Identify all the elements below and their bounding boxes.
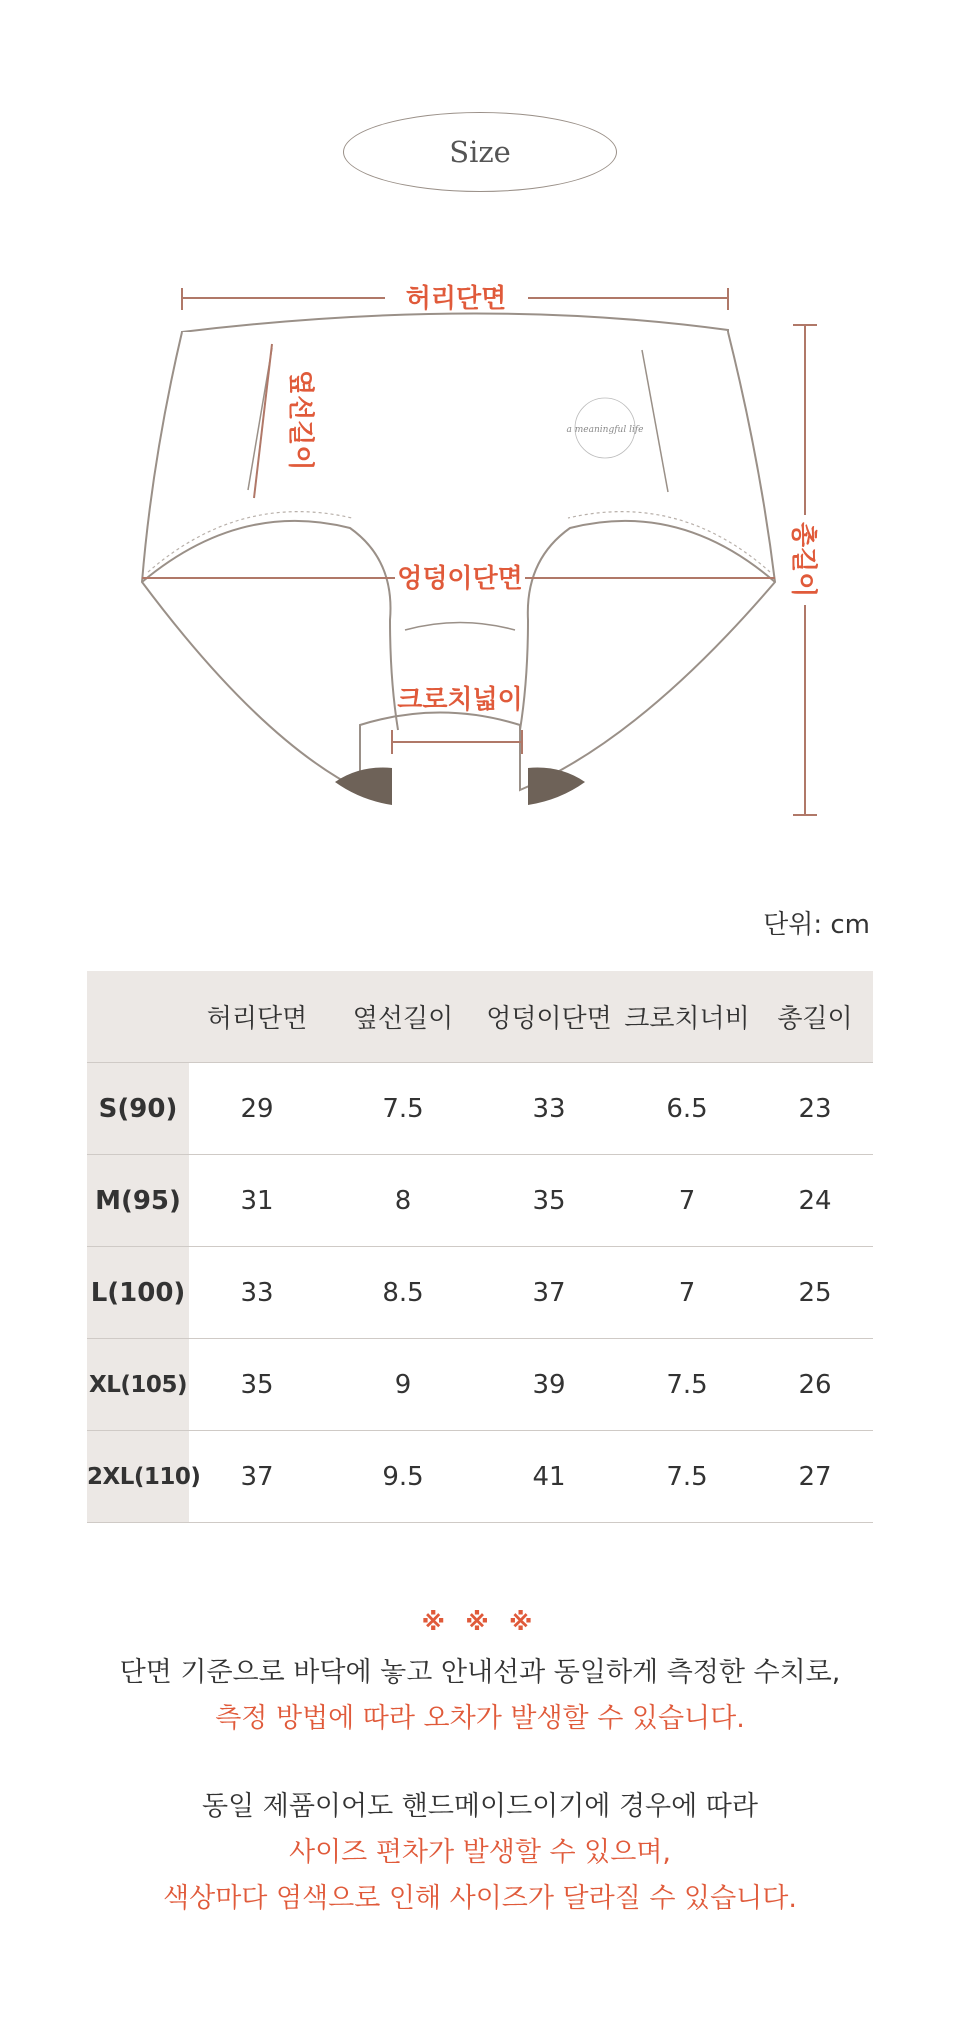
- header-total: 총길이: [757, 971, 873, 1063]
- size-diagram: [0, 260, 960, 830]
- brand-logo-text: a meaningful life: [566, 425, 644, 435]
- size-label: L(100): [87, 1247, 189, 1339]
- table-header-row: [87, 971, 873, 1063]
- size-title-oval: [343, 112, 617, 192]
- label-hip: 엉덩이단면: [397, 564, 523, 594]
- size-label: 2XL(110): [87, 1431, 189, 1523]
- table-cell: 33: [481, 1063, 617, 1155]
- table-cell: 8: [325, 1155, 481, 1247]
- table-cell: 37: [189, 1431, 325, 1523]
- size-label: S(90): [87, 1063, 189, 1155]
- label-side: 옆선길이: [285, 370, 315, 471]
- table-cell: 7.5: [617, 1431, 757, 1523]
- table-cell: 9: [325, 1339, 481, 1431]
- size-label: XL(105): [87, 1339, 189, 1431]
- right-dark-panel: [528, 768, 585, 805]
- table-cell: 25: [757, 1247, 873, 1339]
- label-waist: 허리단면: [405, 284, 507, 314]
- table-cell: 8.5: [325, 1247, 481, 1339]
- table-cell: 37: [481, 1247, 617, 1339]
- table-cell: 33: [189, 1247, 325, 1339]
- care-notes: [0, 1608, 960, 1922]
- table-row: [87, 1155, 873, 1247]
- table-cell: 27: [757, 1431, 873, 1523]
- size-label: M(95): [87, 1155, 189, 1247]
- header-hip: 엉덩이단면: [481, 971, 617, 1063]
- table-cell: 31: [189, 1155, 325, 1247]
- table-row: [87, 1247, 873, 1339]
- table-row: [87, 1431, 873, 1523]
- table-row: [87, 1063, 873, 1155]
- label-crotch: 크로치넓이: [397, 685, 523, 715]
- underwear-diagram: [0, 260, 960, 830]
- table-cell: 7.5: [325, 1063, 481, 1155]
- note-line: 단면 기준으로 바닥에 놓고 안내선과 동일하게 측정한 수치로,: [119, 1657, 841, 1688]
- table-cell: 7: [617, 1155, 757, 1247]
- unit-label: 단위: cm: [763, 910, 870, 940]
- header-crotch: 크로치너비: [617, 971, 757, 1063]
- table-cell: 26: [757, 1339, 873, 1431]
- header-side: 옆선길이: [325, 971, 481, 1063]
- note-line-highlight: 측정 방법에 따라 오차가 발생할 수 있습니다.: [215, 1703, 745, 1734]
- header-waist: 허리단면: [189, 971, 325, 1063]
- table-cell: 35: [481, 1155, 617, 1247]
- garment-outline: [142, 332, 775, 790]
- notes-stars: ※ ※ ※: [421, 1608, 539, 1636]
- table-cell: 6.5: [617, 1063, 757, 1155]
- table-cell: 39: [481, 1339, 617, 1431]
- table-cell: 9.5: [325, 1431, 481, 1523]
- size-title: Size: [449, 135, 511, 169]
- table-row: [87, 1339, 873, 1431]
- note-line: 동일 제품이어도 핸드메이드이기에 경우에 따라: [202, 1791, 758, 1822]
- table-cell: 29: [189, 1063, 325, 1155]
- size-table: [87, 971, 873, 1523]
- table-cell: 24: [757, 1155, 873, 1247]
- header-corner: [87, 971, 189, 1063]
- label-total: 총길이: [788, 522, 818, 598]
- table-cell: 7.5: [617, 1339, 757, 1431]
- table-cell: 23: [757, 1063, 873, 1155]
- table-cell: 35: [189, 1339, 325, 1431]
- note-line-highlight: 색상마다 염색으로 인해 사이즈가 달라질 수 있습니다.: [163, 1883, 797, 1914]
- table-cell: 7: [617, 1247, 757, 1339]
- table-cell: 41: [481, 1431, 617, 1523]
- note-line-highlight: 사이즈 편차가 발생할 수 있으며,: [289, 1837, 671, 1868]
